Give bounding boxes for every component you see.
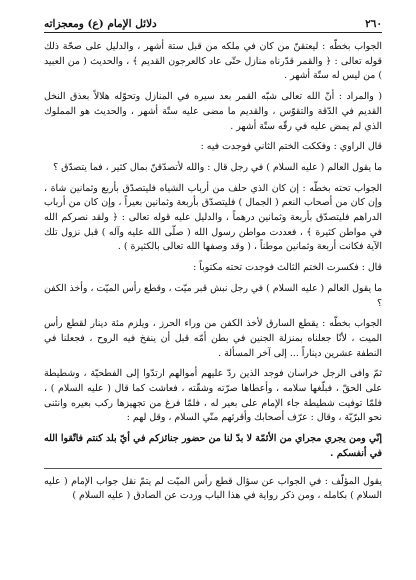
paragraph-p5 bbox=[44, 182, 382, 256]
text-line: ( والمراد : أنّ الله تعالى شبّه القمر بعد سيره في المنازل وتحوّله هلالاً بعذق النخل القديم في bbox=[44, 91, 383, 117]
section-divider bbox=[44, 468, 382, 469]
paragraph-p1 bbox=[44, 40, 382, 84]
paragraph-p11 bbox=[44, 475, 382, 504]
text-line: الجواب بخطّه : ليعتقنّ من كان في ملكه من قبل ستة أشهر ، والدليل على صحّة ذلك bbox=[44, 41, 382, 52]
page-header bbox=[44, 8, 382, 33]
text-line: الدّقة والتقوّس ، والقديم ما مضى عليه ستّة أشهر ، والحديث هو المملوك الذي لم يمض bbox=[44, 105, 382, 132]
text-line: قال : فكسرت الختم الثالث فوجدت تحته مكتوباً : bbox=[193, 262, 382, 274]
text-line: أرباب الدراهم فليتصدّق بأربعة وثمانين درهماً ، والدليل عليه قوله تعالى : ﴿ ولقد نصركم الله bbox=[44, 197, 382, 224]
text-line: يقول المؤلّف : في الجواب عن سؤال قطع رأس الميّت لم يتمّ نقل جواب الإمام bbox=[71, 475, 382, 487]
text-line: من ليس له ستّة أشهر . bbox=[284, 70, 376, 82]
running-title: دلائل الإمام (ع) ومعجزاته bbox=[44, 18, 157, 30]
paragraph-p8 bbox=[44, 317, 382, 361]
text-line: وقال : عرّف أصحابك وأقرئهم منّي السلام ، وقل لهم : bbox=[126, 412, 336, 424]
paragraph-p9 bbox=[44, 367, 382, 426]
paragraph-p3 bbox=[44, 140, 382, 155]
text-line: عشرين ديناراً ... إلى آخر المسألة . bbox=[218, 347, 354, 359]
paragraph-p2 bbox=[44, 90, 382, 134]
text-line: ما يقول العالم ( عليه السلام ) في رجل نبش قبر ميّت ، وقطع رأس الميّت ، وأخذ bbox=[69, 282, 382, 294]
text-line: الجواب تحته بخطّه : إن كان الذي حلف من أرباب الشياه فليتصدّق بأربع وثمانين bbox=[69, 182, 383, 194]
page-body bbox=[44, 40, 382, 574]
text-line: الجواب بخطّه : يقطع السارق لأخذ الكفن من وراء الحرز ، ويلزم مئة دينار لقطع bbox=[66, 318, 382, 330]
text-line: ثمّ وافى الرجل خراسان فوجد الذين ردّ عليهم أموالهم ارتدّوا إلى الفطحيّة ، وشطيطة bbox=[44, 368, 382, 380]
text-line: على الحقّ ، فبلّغها سلامه ، وأعطاها صرّته وشقّته ، فعاشت كما قال ( عليه السلام ) ، فلمّا bbox=[44, 383, 382, 409]
text-line: ما يقول العالم ( عليه السلام ) في رجل قال : والله لأتصدّقنّ بمال كثير ، فما يتصدّق ؟ bbox=[53, 161, 382, 173]
text-line: توفيت شطيطة جاء الإمام على بعير له ، فلمّا فرغ من تجهيزها ركب بعيره وانثنى نحو البرّيّة ، bbox=[44, 397, 382, 424]
text-line: الله في أنفسكم . bbox=[44, 433, 382, 459]
text-line: شاة ، وإن كان من أصحاب النعم ( الجمال ) فليتصدّق بأربعة وثمانين بعيراً ، وإن كان من bbox=[44, 182, 383, 209]
text-line: فكانت أربعة وثمانين موطناً ، ( وقد وصفها الله تعالى بالكثيرة ) . bbox=[117, 241, 364, 253]
text-line: الكفن ؟ bbox=[44, 282, 382, 309]
page-number: ٢٦٠ bbox=[365, 18, 382, 30]
text-line: إنّي ومن يجري مجراي من الأئمّة لا بدّ لنا من حضور جنائزكم في أيّ بلد كنتم فاتّقوا bbox=[60, 433, 382, 445]
text-line: رأس الميت ، لأنّا جعلناه بمنزلة الجنين في بطن أمّه قبل أن ينفخ فيه الروح ، فجعلنا في النطفة bbox=[44, 318, 382, 359]
text-line: في مواطن كثيرة ﴾ ، فعددت مواطن رسول الله ( صلّى الله عليه وآله ) قبل نزول تلك الآية bbox=[44, 226, 382, 253]
paragraph-p7 bbox=[44, 282, 382, 311]
text-line: قال الراوي : وفككت الختم الثاني فوجدت فيه : bbox=[200, 141, 382, 153]
paragraph-p4 bbox=[44, 161, 382, 176]
text-line: عليه في رقّه ستّة أشهر . bbox=[230, 120, 327, 132]
paragraph-p6 bbox=[44, 261, 382, 276]
text-line: ( عليه السلام ) بكامله ، ومن ذكر رواية في هذا الباب وردت عن الصادق ( عليه السلام ) bbox=[44, 475, 382, 502]
text-line: قوله تعالى : ﴿ والقمر قدّرناه منازل حتّى عاد كالعرجون القديم ﴾ ، والحديث ( من العبيد ) bbox=[44, 55, 382, 82]
paragraph-p10 bbox=[44, 432, 382, 461]
